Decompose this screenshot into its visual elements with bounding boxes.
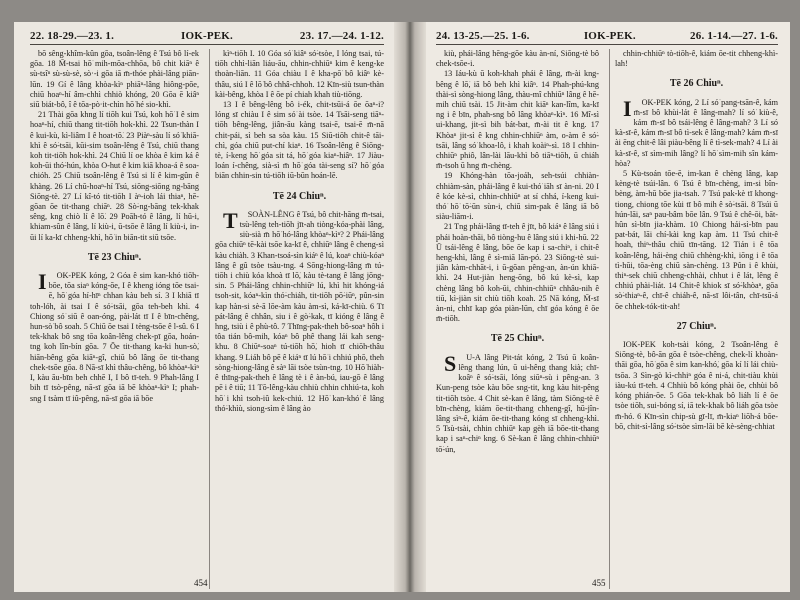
verse-text: OK-PEK kóng, 2 Lí só͘ pang-tsān-ê, kám m̄-sī bô khùi-lát ê lâng-mah? lí só͘ kiù-ê, kám m̄-sī bô tsái-lêng ê lâng-mah? 3 Lí só͘ kà-sī-ê, kám m̄-sī bô tì-sek ê lâng-mah? kám m̄-sī ài ēng chit-ê lâi piàu-bêng lí ê tì-sek-mah? 4 Lí ài kà-sī-ê, sī sìm-mih lâng? lí hō͘ sìm-mih sîn kám-hòa?	[615, 97, 778, 168]
right-running-header	[436, 30, 778, 45]
verse-paragraph: 21 Tng phái-lâng tī-teh ê jīt, bô kiáⁿ ê lâng siú i phái hoàn-thāi, bô tiòng-hu ê lâng siú i khi-hū. 22 Ū tsái-lêng ê lâng, bōe ōe kap i sa-chiⁿ, i chit-ê heng-khì, lâng ê sì-miā lān-pó. 23 Siōng-tè sui-jiân kàm-chhāt-i, i ū-gōan pêng-an, àn-ún khiā-khì. 24 Hut-jiàn heng-ōng, bô kú kè-sì, kap chèng lâng bô koh-ūi, chhin-chhiūⁿ chhâu-nih ê tiū, kì-jiàn sit chiù tiōh koah. 25 Nā kóng, M̄-sī àn-ni, chhī kap góa piàn-lūn, chī góa kóng ê ōe m̄-tiōh.	[436, 222, 599, 324]
chapter-heading: Tē 24 Chiuⁿ.	[272, 190, 327, 202]
page-number: 454	[194, 578, 208, 588]
right-header-book-title: IOK-PEK.	[583, 30, 636, 42]
chapter-heading: 27 Chiuⁿ.	[676, 320, 717, 332]
verse-text: U-A lâng Pit-tát kóng, 2 Tsú ū koân-lêng thang lún, ū ui-hêng thang kià; chī-koâⁿ ê só͘-tsāi, lóng siūⁿ-sù i pêng-an. 3 Kun-peng tsòe kàu bōe sng-tit, kng kàu hit-pêng tit-tiōh tsòe. 4 Chit sè-kan ê lâng, tàm Siōng-tè ê bīn-chèng, kiám ōe-tit-thang chheng-gî, hū-jîn-lâng sìⁿ-ê, kiám ōe-tit-thang kóng sī chheng-khì. 5 Tsù-tsài, chhin chhiūⁿ kap gèh iā bōe-tit-thang kap i saⁿ-chiⁿ kng. 6 Sè-kan ê lâng chhin-chhiūⁿ tō͘-ún,	[436, 352, 599, 454]
page-number: 455	[592, 578, 606, 588]
right-page	[426, 22, 790, 592]
chapter-opening-paragraph	[615, 95, 778, 169]
chapter-heading: Tē 25 Chiuⁿ.	[490, 333, 545, 345]
drop-cap: I	[38, 269, 47, 295]
verse-paragraph: 19 Khóng-hàn tōa-joáh, seh-tsúi chhiàn-chhiàm-sàn, phái-lâng ê kui-thó͘ iāh sī àn-ni. 20 I ê kóe kè-sì, chhin-chhiūⁿ at sí chhá, í-keng kui-thó͘ hō͘ tō͘-ūn sùn-i, chiū sim-pak ê lâng iā bô siàu-liām-i.	[436, 171, 599, 222]
right-header-ref-start: 24. 13-25.—25. 1-6.	[436, 30, 530, 42]
right-header-ref-end: 26. 1-14.—27. 1-6.	[690, 30, 778, 42]
left-header-ref-start: 22. 18-29.—23. 1.	[30, 30, 115, 42]
chapter-opening-paragraph	[30, 271, 199, 404]
left-header-ref-end: 23. 17.—24. 1-12.	[299, 30, 384, 42]
verse-text: SOÀN-LÊNG ê Tsú, bô chit-hāng m̄-tsai, tsù-lêng teh-tiōh jīt-ah tiòng-kóa-phài lâng, siù-sià m̄ hō͘ hó-lâng khòaⁿ-kìⁿ? 2 Phái-lâng gōa chiūⁿ tē-kài tsōe ka-kī ê, chhiūⁿ lâng ê cheng-sì kàu chiàh. 3 Khan-tsoá-sìn kiáⁿ ê lú, koaⁿ chiù-kóaⁿ lâng ê gû tsòe tsàu-tng. 4 Sōng-hiong-lâng m̄ tú-tiōh i chiù kóa khoà tī lō͘, kàu tè-tang ê lâng jōng-sin. 5 Phái-lâng chhin-chhiūⁿ lú, khì hit khóng-iá tsoh-sit, kóaⁿ-kìn thó͘-chiáh, tit-tiōh pō͘-iūⁿ, pûn-sin kap hàn-si sè-ā lōe-àm kàu àm-sì, ká-kī-chiù. 6 Tī pát-lâng ê chhân, siu i ê gò͘-kak, tī kióng ê lâng ê hng, tsiù i ê phù-tô. 7 Thīng-pak-theh bô-soaⁿ hôh i tôa tián bô-mih, kóaⁿ bô phê thang lái kah seng-khu. 8 Chiūⁿ-soaⁿ tú-tiōh hō͘, hioh tī chiōh-thâu khang. 9 Liáh bô pē ê kiáⁿ tī lú hō͘ i chhiú phō, theh sòng-hiong-lâng ê sàⁿ lāi tsòe tsùn-tng. 10 Hō͘ hiàh-ê thīng-pak-theh ê lâng tè i ê àn-bú, iau-gō ê lâng pē i ê tiū; 11 Tō-lêng-kàu chhiù chhin chhiú-ta, koh hō͘ i khì tsoh-iû kek-chiú. 12 Hō͘ kan-khó͘ ê lâng thó͘-khìù, siong-sìm ê lâng ào	[215, 209, 384, 413]
verse-text: OK-PEK kóng, 2 Góa ê sim kan-khó tiōh-bōe, tōa siaⁿ kóng-ōe, I ê kheng ióng tōe tsai-ē, hō͘ góa hí-hīⁿ chhan kàu beh sí. 3 I khiā tī toh-lóh, ài tsai I ê só͘-tsāi, gōa teh-beh khì. 4 Chiong só͘ siū ê oan-óng, pài-lát tī I ê bīn-chêng, hun-sò͘ bô soah. 5 Chiū ōe tsai I tèng-tsōe ê l-sû. 6 I tek-khak bô sng tōa koân-lêng chek-pī gōa, hoán-tng koh lîn-bín gōa. 7 Ōe tit-thang ka-ki hun-sò͘, hiān-bêng gōa kiāⁿ-gî, chiū bô lâng ōe tit-thang chek-tsōe gōa. 8 Nā-sī khì thâu-chêng, bô khòaⁿ-kìⁿ I, kàu āu-bīn beh chhē I, I bô tī-teh. 9 Phah-lâng I bih tī tsò-pêng, nā-sī gōa iā bē khòaⁿ-kìⁿ I; phah-sng I tsàm tī iû-pêng, nā-sī gōa iā bōe	[30, 271, 199, 403]
left-page-column-2	[209, 49, 384, 589]
verse-paragraph: kìⁿ-tiōh I. 10 Góa só͘ kiâⁿ só͘-tsòe, I lóng tsai, tú-tiōh chhì-liān liáu-āu, chhin-chhiūⁿ kim ê keng-ke thoàn-liān. 11 Góa chiàu I ê kha-pō͘ bô kiâⁿ kè-thâu, siú I ê lō͘ bô chhâ-chhoh. 12 Kīn-siù tsun-thàn kài-bêng, khòa I ê ōe pí chiah khah tiù-tiōng.	[215, 49, 384, 99]
book-gutter	[394, 22, 426, 592]
right-page-column-2	[609, 49, 778, 589]
chapter-opening-paragraph	[215, 207, 384, 414]
chapter-heading: Tē 26 Chiuⁿ.	[669, 78, 724, 90]
chapter-opening-paragraph	[436, 350, 599, 455]
verse-paragraph: 21 Thài gōa khng lí tiōh kui Tsú, koh hō͘ I ê sim hoaⁿ-hí, chiū thang tit-tiōh hok-khì. 22 Tsun-thàn I ê kui-kù, kì-liâm I ê hoat-tō͘. 23 Piàⁿ-sàu lí só͘ khiā-khì ê só͘-tsāi, kūi-sim tsoân-lêng ê Tsú, chiū thang koh tit-tiōh hok-khì. 24 Chiū lí oe khòa ê kim ká ê koh-ūi thó͘-hún, khòa O-hut ê kim kiā khoa-á ê soa-chióh. 25 Chiū tsoân-lêng ê Tsú si lí ê kim-gûn ê khàng. 26 Lí chū-hoaⁿ-hí Tsú, siōng-siōng ng-bāng Siōng-tè. 27 Lí kî-tó tit-tiōh I àⁿ-ioh lái thiaⁿ, hē-gōan ōe tit-thang chiāⁿ. 28 Sò͘-ng-bāng tek-khak sêng, kng chiò lí ê lō͘. 29 Poāh-tó ê lâng, lí hū-i, khiam-sûn ê lâng, lí kiù-i, ū-tsōe ê lâng lí kiù-i, in-ūi lí ka-kī chheng-khì, hō͘ in biān-tit siū tsōe.	[30, 110, 199, 242]
right-page-column-1	[436, 49, 599, 589]
left-header-book-title: IOK-PEK.	[180, 30, 234, 42]
verse-paragraph: 13 I ê bêng-lêng bô i-ék, chit-tsūi-á ōe ōaⁿ-i? lóng sī chiàu I ê sim só͘ ài tsòe. 14 Tsāi-seng tiāⁿ-tiōh bêng-lêng, jiân-āu kàng tsai-ē, tsai-ē m̄-nā chit-pái, sì beh sa sòa kàu. 15 Siū-tiōh chit-ê tāi-chì, góa chiū put-chí kiaⁿ. 16 Tsoân-lêng ê Siōng-tè, í-keng hō͘ góa sit tá, hō͘ góa kiaⁿ-hiâⁿ. 17 Jiàu-loán í-chêng, sià-sì m̄ hō͘ góa tài-seng sí? hō͘ góa biān chhin-sin tú-tiōh iū-būn hoán-lē.	[215, 100, 384, 181]
left-page	[14, 22, 394, 592]
left-running-header	[30, 30, 384, 45]
verse-paragraph: kiù, phái-lâng hēng-gōe kàu àn-ní, Siōng-tè bô chek-tsōe-i.	[436, 49, 599, 69]
verse-paragraph: IOK-PEK koh-tsài kóng, 2 Tsoân-lêng ê Siōng-tè, bô-ān gōa ê tsòe-chêng, chek-lí khoàn-thāi gōa, hō͘ gōa ê sim kan-khó͘, gōa kí lí lái chiù-tsōa. 3 Sìn-gò kì-chhiⁿ góa ê ni-á, chit-tiàu khùi iàu-kú tī-teh. 4 Chhiù bô kóng phài ōe, chhùi bô kóng phián-ōe. 5 Gōa tek-khak bô liáh lí ê ōe tsòe tiōh, sui-bóng sí, iā tek-khak bô liáh gōa tsòe m̄-hó. 6 Kīn-sìn chip-sù gī-lī, m̄-kiaⁿ liōh-á bōe-bō, chit-sì-lâng só͘-tsòe sìm-lāi bē kè-sèng-chhiat	[615, 340, 778, 431]
drop-cap: S	[444, 350, 457, 376]
drop-cap: T	[223, 207, 238, 233]
left-page-column-1	[30, 49, 199, 589]
chapter-heading: Tē 23 Chiuⁿ.	[87, 251, 142, 263]
verse-paragraph: 13 Iáu-kù ū koh-khah phái ê lâng, m̄-ài kng-bêng ê lō͘, iā bô beh khì kiâⁿ. 14 Phah-phú-kng thài-sì sòng-hiong lâng, thàu-mî chhiūⁿ lâng ê hē-mih chiū tsài. 15 Jit-àm chit kiāⁿ kan-lîm, ka-kī ng i ê bīn, phah-sng bô lâng khòaⁿ-kìⁿ. 16 Mî-sì ui-khang, jit-sì bih bát-bat, m̄-ài tit ê kng. 17 Khòaⁿ jit-sì ê kng chhin-chhiūⁿ àm, o-àm ê só͘-tsāi, lâng só͘ khoa-lô, i khah koàiⁿ-sì. 18 I chhin-chhiūⁿ phiô, lân-lài lāu-khì bô tiāⁿ-tiōh, ū chiáh m̄-tsoh ū hng m̄-chèng.	[436, 69, 599, 171]
verse-paragraph: 5 Kù-tsoán tōe-ē, im-kan ê chèng lâng, kap kèng-tè tsúi-lân. 6 Tsú ê bīn-chèng, im-si bîn-bèng, àm-hū bōe jia-tsah. 7 Tsú pak-kè tī khong-tiong, chiong tōe kùi tī bô mih ê sò͘-tsāi. 8 Tsúi ū hún-lāi, saⁿ pau-bâm bōe lân. 9 Tsú ê chê-ōi, bāt-hûn sì-bīn jia-khàm. 10 Chiong hái-sì-bīn pau pat-bát, lāi chí-kài kng kap àm. 11 Tsú chit-ê hoah, thiⁿ-thâu chiū tīn-tāng. 12 Tián i ê tōa koân-lêng, hái-èng chiū chhèng-khì, iōng i ê tōa tì-hūi, tōa-èng chiū sàn-chèng. 13 Pûn i ê khùi, thiⁿ-sek chiū chheng-chhài, chhut i ê lát, lêng ê chhiú phài-liát. 14 Chit-ê khiok sī só͘-khòaⁿ, gōa sò͘-thiaⁿ-ê, chī-ê chiáh-ê, nā-sī lôi-tân, chī-tsū-á ōe chhek-tók-tit-ah!	[615, 169, 778, 311]
verse-paragraph: chhin-chhiūⁿ tò-tiōh-ê, kiám ōe-tit chheng-khì-lah!	[615, 49, 778, 69]
verse-paragraph: bō sêng-khîm-kûn gōa, tsoân-lêng ê Tsú bô lí-ek gōa. 18 M̄-tsai hō͘ mih-mōa-chhōa, bô chit kiāⁿ ê sù-tsîⁿ sù-sù-sè, sò·-i gōa iā m̄-thóe phài-lâng piān-lūn. 19 Gí ê lâng khòa-kìⁿ phiāⁿ-lâng hiông-pōe, chiū hoaⁿ-hí âm-chhì chhiò khóng, 20 Gōa ē kiâⁿ siū biát-bô, î ê tōa-pò·it-chìn hō͘ hé sio-khì.	[30, 49, 199, 110]
drop-cap: I	[623, 95, 632, 121]
